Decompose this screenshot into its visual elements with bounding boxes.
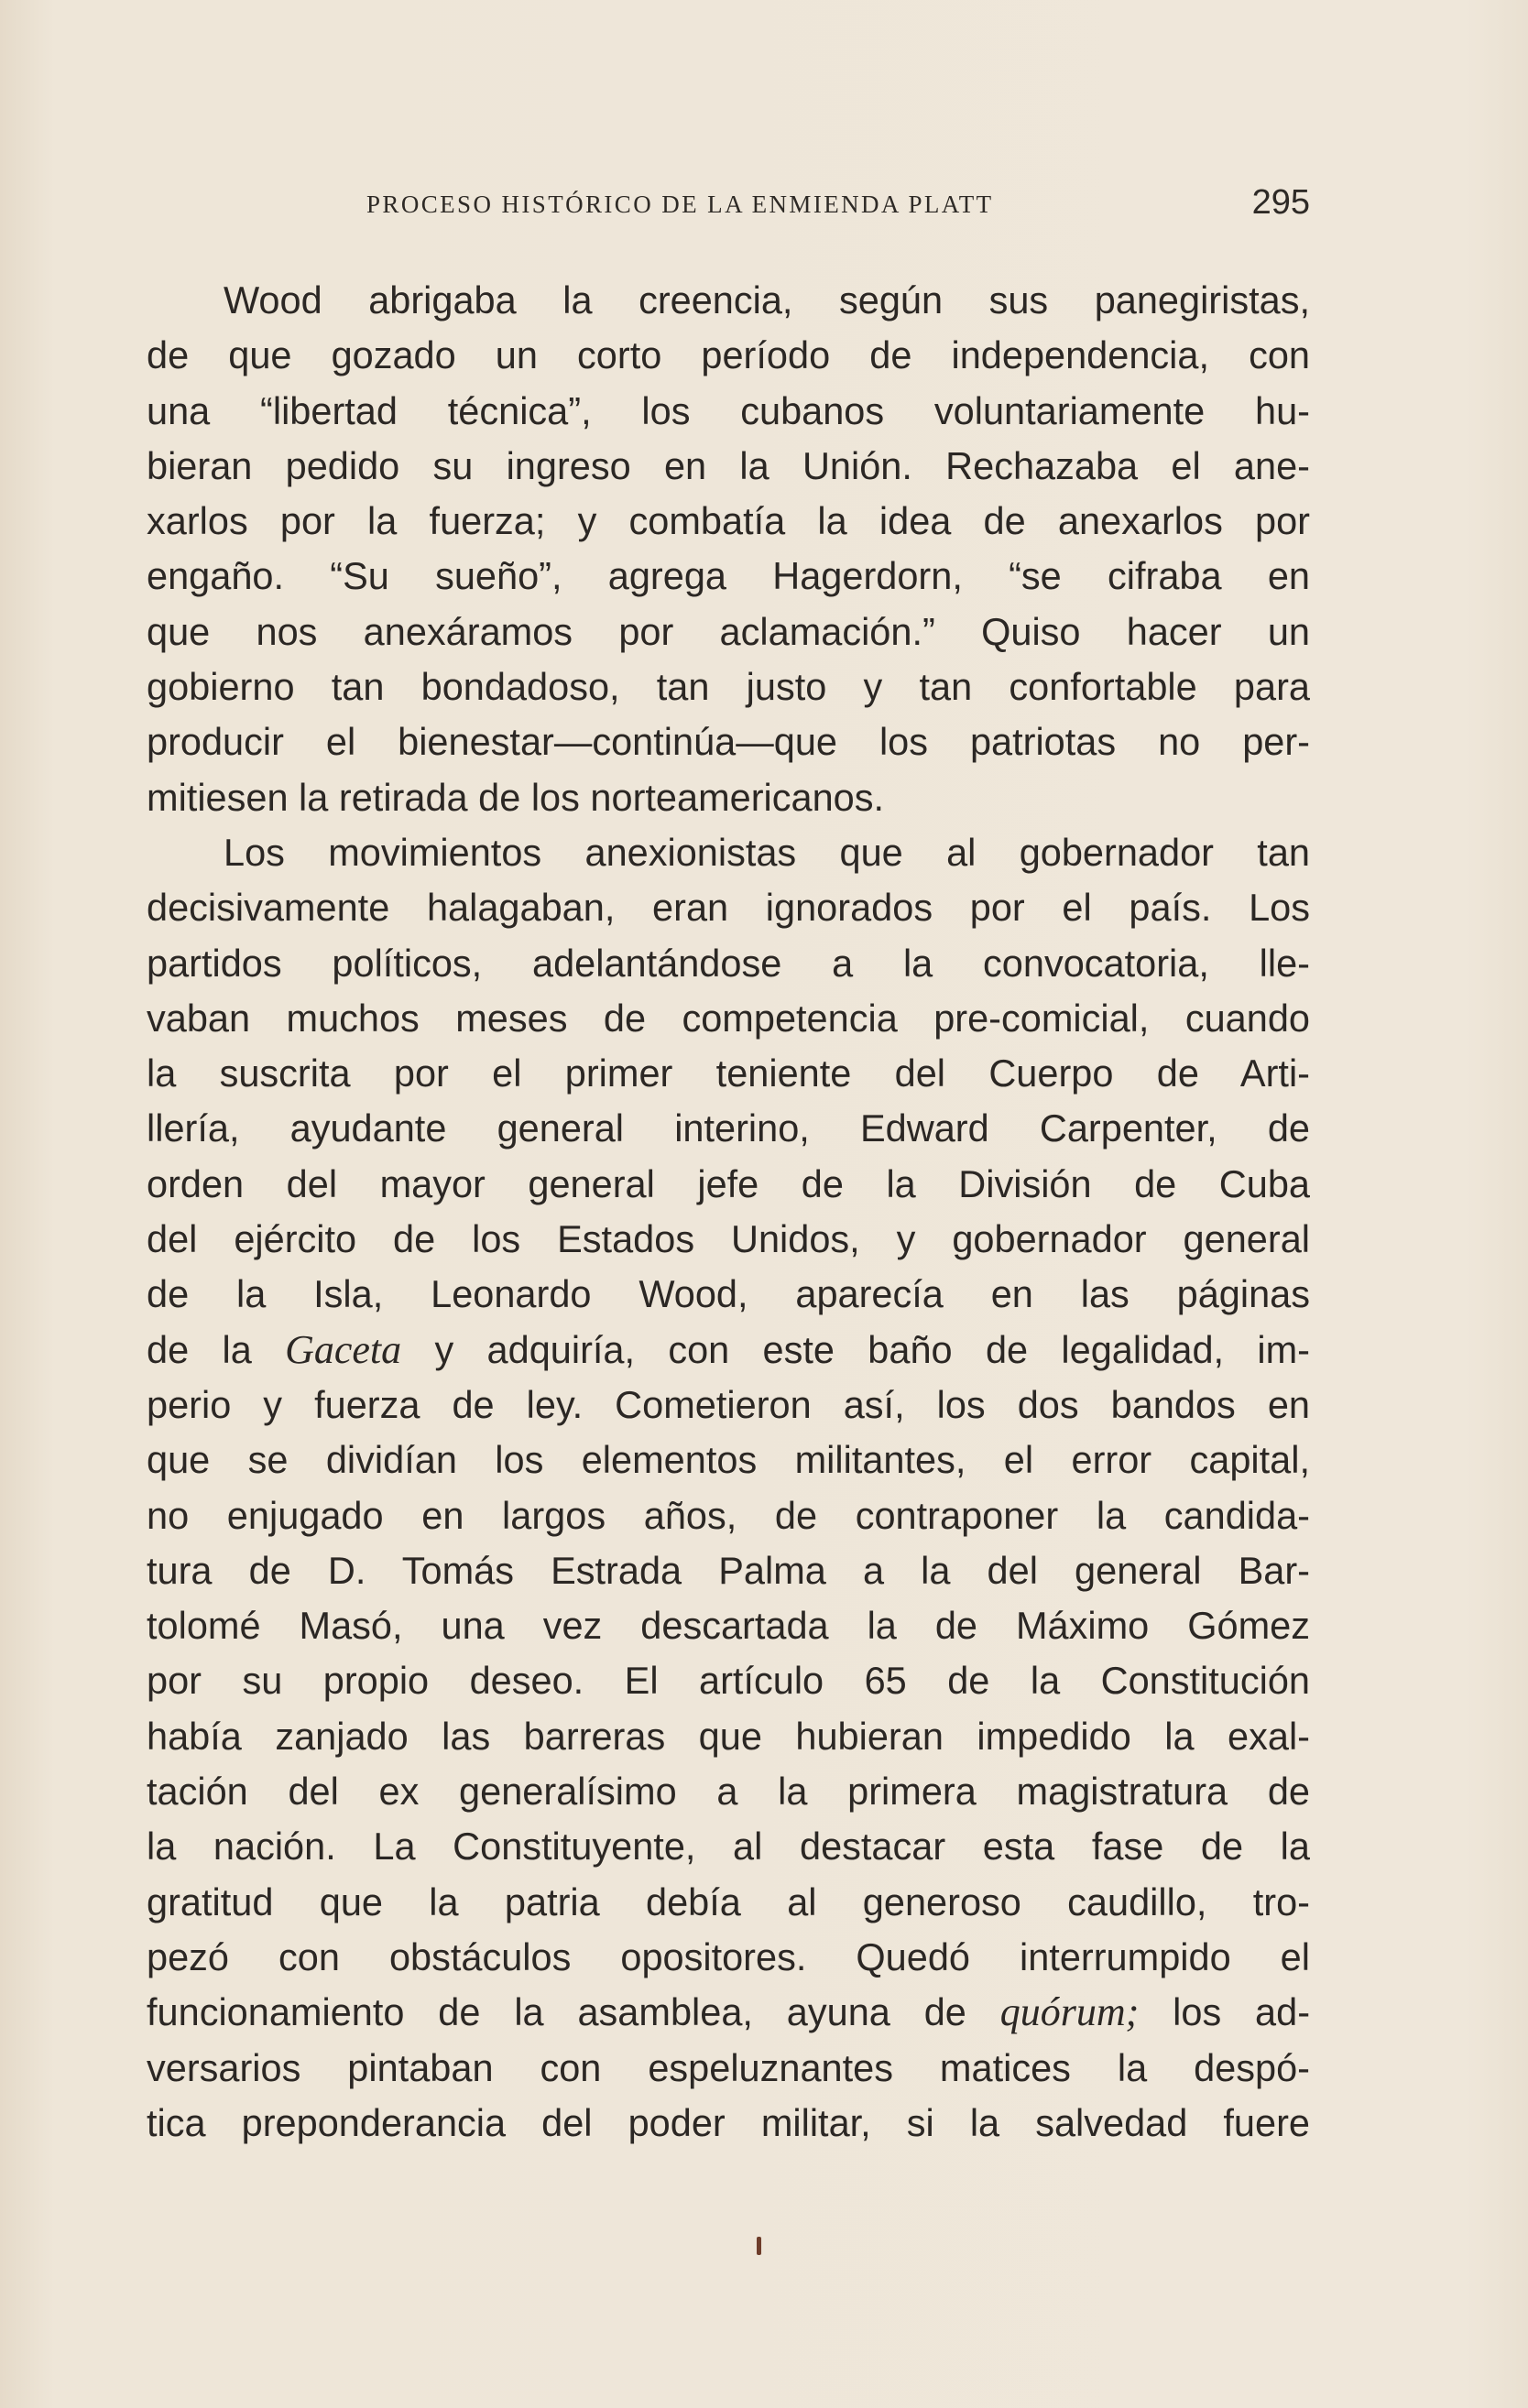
text-line: versarios pintaban con espeluznantes matices la despó-	[147, 2045, 1310, 2089]
text-line	[147, 1323, 1310, 1378]
text-line: Los movimientos anexionistas que al gobernador tan	[224, 830, 1310, 874]
text-line: que nos anexáramos por aclamación.” Quiso hacer un	[147, 609, 1310, 653]
text-fragment: de la	[147, 1327, 252, 1371]
text-line	[147, 1985, 1310, 2040]
text-line: vaban muchos meses de competencia pre-comicial, cuando	[147, 996, 1310, 1040]
page-number: 295	[1251, 183, 1310, 222]
text-line: había zanjado las barreras que hubieran impedido la exal-	[147, 1714, 1310, 1758]
text-line: mitiesen la retirada de los norteamericanos.	[147, 775, 885, 819]
text-line: tura de D. Tomás Estrada Palma a la del general Bar-	[147, 1548, 1310, 1592]
text-line: de que gozado un corto período de independencia, con	[147, 333, 1310, 377]
text-line: de la Isla, Leonardo Wood, aparecía en las páginas	[147, 1272, 1310, 1316]
text-fragment: los ad-	[1173, 1990, 1310, 2034]
text-line: decisivamente halagaban, eran ignorados por el país. Los	[147, 886, 1310, 930]
running-header	[366, 183, 1310, 229]
text-line: partidos políticos, adelantándose a la convocatoria, lle-	[147, 941, 1310, 985]
text-line: la nación. La Constituyente, al destacar esta fase de la	[147, 1825, 1310, 1869]
text-line: producir el bienestar—continúa—que los patriotas no per-	[147, 720, 1310, 764]
text-line: no enjugado en largos años, de contraponer la candida-	[147, 1493, 1310, 1537]
text-line: una “libertad técnica”, los cubanos voluntariamente hu-	[147, 388, 1310, 432]
text-line: que se dividían los elementos militantes, el error capital,	[147, 1438, 1310, 1482]
text-line: llería, ayudante general interino, Edward Carpenter, de	[147, 1106, 1310, 1150]
text-line: tación del ex generalísimo a la primera magistratura de	[147, 1770, 1310, 1814]
paragraph-2	[147, 825, 1310, 2151]
text-fragment: funcionamiento de la asamblea, ayuna de	[147, 1990, 966, 2034]
ink-mark	[757, 2237, 761, 2255]
text-line: engaño. “Su sueño”, agrega Hagerdorn, “se cifraba en	[147, 554, 1310, 598]
text-line: la suscrita por el primer teniente del Cuerpo de Arti-	[147, 1051, 1310, 1095]
paragraph-1	[147, 273, 1310, 825]
text-line: tolomé Masó, una vez descartada la de Máximo Gómez	[147, 1604, 1310, 1648]
text-fragment: y adquiría, con este baño de legalidad, im-	[434, 1327, 1310, 1371]
text-line: perio y fuerza de ley. Cometieron así, los dos bandos en	[147, 1382, 1310, 1426]
text-line: orden del mayor general jefe de la División de Cuba	[147, 1161, 1310, 1205]
running-title: PROCESO HISTÓRICO DE LA ENMIENDA PLATT	[366, 191, 994, 218]
body-text	[147, 273, 1310, 2151]
text-line: xarlos por la fuerza; y combatía la idea de anexarlos por	[147, 499, 1310, 543]
italic-term-quorum: quórum;	[999, 1989, 1140, 2035]
text-line: del ejército de los Estados Unidos, y gobernador general	[147, 1217, 1310, 1261]
text-line: por su propio deseo. El artículo 65 de la Constitución	[147, 1659, 1310, 1703]
text-line: pezó con obstáculos opositores. Quedó interrumpido el	[147, 1934, 1310, 1978]
text-line: bieran pedido su ingreso en la Unión. Rechazaba el ane-	[147, 443, 1310, 487]
italic-title-gaceta: Gaceta	[285, 1326, 402, 1372]
text-line: gobierno tan bondadoso, tan justo y tan confortable para	[147, 665, 1310, 709]
text-line: Wood abrigaba la creencia, según sus panegiristas,	[224, 278, 1310, 321]
text-line: tica preponderancia del poder militar, si la salvedad fuere	[147, 2100, 1310, 2144]
text-line: gratitud que la patria debía al generoso caudillo, tro-	[147, 1880, 1310, 1923]
